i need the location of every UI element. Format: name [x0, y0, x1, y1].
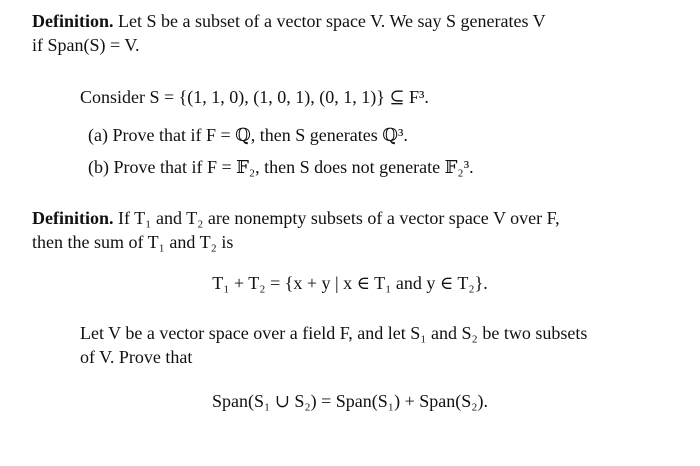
- sum-formula: T₁ + T₂ = {x + y | x ∈ T₁ and y ∈ T₂}.: [212, 273, 488, 293]
- definition-1-text: Let S be a subset of a vector space V. We say S generates V: [118, 11, 546, 31]
- definition-2-line-2: then the sum of T₁ and T₂ is: [32, 232, 234, 252]
- definition-1-line-1: [32, 10, 546, 32]
- definition-1-label: Definition.: [32, 11, 114, 31]
- definition-2-label: Definition.: [32, 208, 114, 228]
- exercise-1-part-b: (b) Prove that if F = 𝔽₂, then S does not generate 𝔽₂³.: [88, 157, 474, 177]
- span-formula: Span(S₁ ∪ S₂) = Span(S₁) + Span(S₂).: [212, 391, 488, 411]
- exercise-2-line-2: of V. Prove that: [80, 347, 193, 367]
- definition-1-line-2: if Span(S) = V.: [32, 35, 140, 55]
- exercise-2-line-1: Let V be a vector space over a field F, and let S₁ and S₂ be two subsets: [80, 323, 588, 343]
- exercise-1-consider: Consider S = {(1, 1, 0), (1, 0, 1), (0, 1, 1)} ⊆ F³.: [80, 87, 429, 107]
- exercise-1-part-a: (a) Prove that if F = ℚ, then S generates ℚ³.: [88, 125, 408, 145]
- definition-2-text: If T₁ and T₂ are nonempty subsets of a vector space V over F,: [118, 208, 560, 228]
- definition-2-line-1: [32, 207, 560, 229]
